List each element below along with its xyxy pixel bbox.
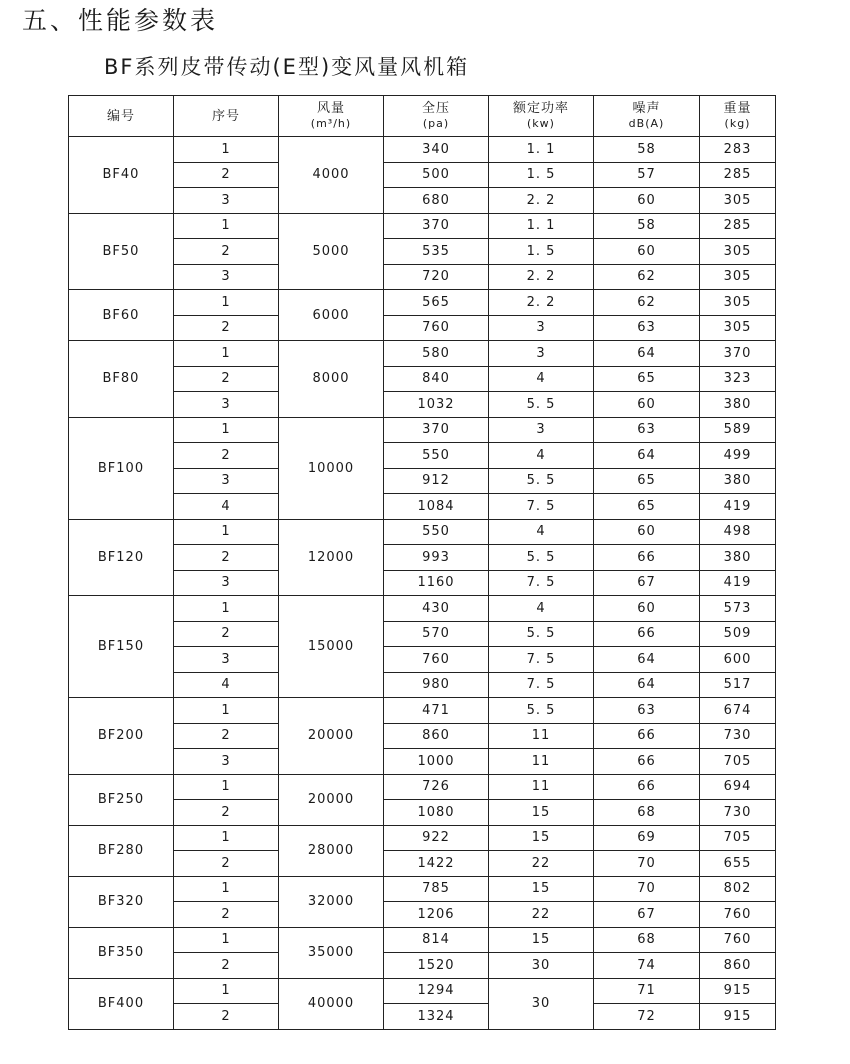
table-row xyxy=(69,264,776,290)
table-row xyxy=(69,749,776,775)
pressure-cell: 1032 xyxy=(384,392,489,418)
noise-cell: 60 xyxy=(594,239,700,265)
noise-cell: 67 xyxy=(594,902,700,928)
model-cell: BF350 xyxy=(69,927,174,978)
weight-cell: 674 xyxy=(700,698,776,724)
weight-cell: 323 xyxy=(700,366,776,392)
noise-cell: 60 xyxy=(594,519,700,545)
table-row xyxy=(69,1004,776,1030)
seq-cell: 3 xyxy=(174,188,279,214)
power-cell: 5. 5 xyxy=(489,698,594,724)
header-weight: 重量 (kg) xyxy=(700,96,776,137)
seq-cell: 1 xyxy=(174,876,279,902)
power-cell: 4 xyxy=(489,443,594,469)
noise-cell: 71 xyxy=(594,978,700,1004)
header-row xyxy=(69,96,776,137)
noise-cell: 74 xyxy=(594,953,700,979)
pressure-cell: 760 xyxy=(384,647,489,673)
header-airflow: 风量 (m³/h) xyxy=(279,96,384,137)
seq-cell: 1 xyxy=(174,417,279,443)
power-cell: 22 xyxy=(489,902,594,928)
seq-cell: 2 xyxy=(174,723,279,749)
noise-cell: 66 xyxy=(594,723,700,749)
table-row xyxy=(69,468,776,494)
weight-cell: 509 xyxy=(700,621,776,647)
power-cell: 11 xyxy=(489,749,594,775)
weight-cell: 380 xyxy=(700,468,776,494)
noise-cell: 65 xyxy=(594,468,700,494)
noise-cell: 66 xyxy=(594,749,700,775)
weight-cell: 285 xyxy=(700,162,776,188)
weight-cell: 802 xyxy=(700,876,776,902)
noise-cell: 65 xyxy=(594,366,700,392)
pressure-cell: 500 xyxy=(384,162,489,188)
table-row xyxy=(69,341,776,367)
seq-cell: 2 xyxy=(174,1004,279,1030)
power-cell: 3 xyxy=(489,315,594,341)
airflow-cell: 32000 xyxy=(279,876,384,927)
weight-cell: 305 xyxy=(700,290,776,316)
weight-cell: 600 xyxy=(700,647,776,673)
airflow-cell: 20000 xyxy=(279,698,384,775)
noise-cell: 64 xyxy=(594,443,700,469)
power-cell: 15 xyxy=(489,876,594,902)
power-cell: 3 xyxy=(489,341,594,367)
power-cell: 11 xyxy=(489,723,594,749)
seq-cell: 3 xyxy=(174,749,279,775)
model-cell: BF50 xyxy=(69,213,174,290)
airflow-cell: 4000 xyxy=(279,137,384,214)
seq-cell: 1 xyxy=(174,213,279,239)
seq-cell: 1 xyxy=(174,519,279,545)
power-cell: 3 xyxy=(489,417,594,443)
header-seq: 序号 xyxy=(174,96,279,137)
table-row xyxy=(69,392,776,418)
weight-cell: 499 xyxy=(700,443,776,469)
table-row xyxy=(69,774,776,800)
pressure-cell: 370 xyxy=(384,417,489,443)
table-row xyxy=(69,902,776,928)
seq-cell: 3 xyxy=(174,392,279,418)
section-title: 五、性能参数表 xyxy=(22,6,219,35)
weight-cell: 589 xyxy=(700,417,776,443)
pressure-cell: 1422 xyxy=(384,851,489,877)
noise-cell: 60 xyxy=(594,596,700,622)
power-cell: 2. 2 xyxy=(489,264,594,290)
table-row xyxy=(69,162,776,188)
table-row xyxy=(69,596,776,622)
pressure-cell: 1294 xyxy=(384,978,489,1004)
model-cell: BF400 xyxy=(69,978,174,1029)
table-row xyxy=(69,723,776,749)
pressure-cell: 726 xyxy=(384,774,489,800)
model-cell: BF320 xyxy=(69,876,174,927)
airflow-cell: 35000 xyxy=(279,927,384,978)
weight-cell: 380 xyxy=(700,392,776,418)
pressure-cell: 1000 xyxy=(384,749,489,775)
noise-cell: 65 xyxy=(594,494,700,520)
noise-cell: 62 xyxy=(594,290,700,316)
seq-cell: 1 xyxy=(174,137,279,163)
seq-cell: 2 xyxy=(174,366,279,392)
power-cell: 4 xyxy=(489,366,594,392)
noise-cell: 64 xyxy=(594,647,700,673)
weight-cell: 573 xyxy=(700,596,776,622)
model-cell: BF280 xyxy=(69,825,174,876)
model-cell: BF150 xyxy=(69,596,174,698)
power-cell: 30 xyxy=(489,978,594,1029)
table-row xyxy=(69,290,776,316)
power-cell: 11 xyxy=(489,774,594,800)
weight-cell: 915 xyxy=(700,1004,776,1030)
noise-cell: 58 xyxy=(594,213,700,239)
power-cell: 4 xyxy=(489,596,594,622)
weight-cell: 498 xyxy=(700,519,776,545)
noise-cell: 57 xyxy=(594,162,700,188)
table-row xyxy=(69,137,776,163)
weight-cell: 419 xyxy=(700,494,776,520)
table-row xyxy=(69,876,776,902)
pressure-cell: 565 xyxy=(384,290,489,316)
pressure-cell: 1520 xyxy=(384,953,489,979)
airflow-cell: 12000 xyxy=(279,519,384,596)
power-cell: 15 xyxy=(489,825,594,851)
noise-cell: 63 xyxy=(594,315,700,341)
seq-cell: 1 xyxy=(174,774,279,800)
airflow-cell: 8000 xyxy=(279,341,384,418)
noise-cell: 63 xyxy=(594,698,700,724)
noise-cell: 70 xyxy=(594,876,700,902)
seq-cell: 1 xyxy=(174,290,279,316)
pressure-cell: 550 xyxy=(384,519,489,545)
table-row xyxy=(69,213,776,239)
seq-cell: 2 xyxy=(174,239,279,265)
table-row xyxy=(69,978,776,1004)
pressure-cell: 471 xyxy=(384,698,489,724)
weight-cell: 705 xyxy=(700,749,776,775)
noise-cell: 66 xyxy=(594,774,700,800)
noise-cell: 64 xyxy=(594,672,700,698)
performance-table xyxy=(68,95,776,1030)
weight-cell: 419 xyxy=(700,570,776,596)
weight-cell: 285 xyxy=(700,213,776,239)
pressure-cell: 580 xyxy=(384,341,489,367)
table-row xyxy=(69,443,776,469)
pressure-cell: 340 xyxy=(384,137,489,163)
pressure-cell: 430 xyxy=(384,596,489,622)
seq-cell: 1 xyxy=(174,341,279,367)
power-cell: 22 xyxy=(489,851,594,877)
seq-cell: 2 xyxy=(174,443,279,469)
pressure-cell: 370 xyxy=(384,213,489,239)
airflow-cell: 28000 xyxy=(279,825,384,876)
seq-cell: 3 xyxy=(174,647,279,673)
pressure-cell: 993 xyxy=(384,545,489,571)
noise-cell: 58 xyxy=(594,137,700,163)
header-model: 编号 xyxy=(69,96,174,137)
weight-cell: 283 xyxy=(700,137,776,163)
power-cell: 2. 2 xyxy=(489,188,594,214)
weight-cell: 380 xyxy=(700,545,776,571)
power-cell: 5. 5 xyxy=(489,545,594,571)
power-cell: 1. 1 xyxy=(489,137,594,163)
model-cell: BF200 xyxy=(69,698,174,775)
seq-cell: 1 xyxy=(174,596,279,622)
power-cell: 5. 5 xyxy=(489,392,594,418)
power-cell: 5. 5 xyxy=(489,621,594,647)
table-row xyxy=(69,545,776,571)
power-cell: 15 xyxy=(489,927,594,953)
power-cell: 2. 2 xyxy=(489,290,594,316)
pressure-cell: 1160 xyxy=(384,570,489,596)
seq-cell: 2 xyxy=(174,800,279,826)
airflow-cell: 10000 xyxy=(279,417,384,519)
seq-cell: 4 xyxy=(174,494,279,520)
noise-cell: 72 xyxy=(594,1004,700,1030)
header-noise: 噪声 dB(A) xyxy=(594,96,700,137)
pressure-cell: 785 xyxy=(384,876,489,902)
power-cell: 5. 5 xyxy=(489,468,594,494)
noise-cell: 60 xyxy=(594,188,700,214)
table-subtitle: BF系列皮带传动(E型)变风量风机箱 xyxy=(104,55,470,79)
power-cell: 7. 5 xyxy=(489,647,594,673)
seq-cell: 1 xyxy=(174,978,279,1004)
pressure-cell: 760 xyxy=(384,315,489,341)
airflow-cell: 5000 xyxy=(279,213,384,290)
seq-cell: 3 xyxy=(174,468,279,494)
model-cell: BF80 xyxy=(69,341,174,418)
pressure-cell: 980 xyxy=(384,672,489,698)
seq-cell: 2 xyxy=(174,315,279,341)
table-row xyxy=(69,494,776,520)
table-row xyxy=(69,570,776,596)
table-row xyxy=(69,927,776,953)
weight-cell: 705 xyxy=(700,825,776,851)
table-row xyxy=(69,417,776,443)
seq-cell: 3 xyxy=(174,570,279,596)
weight-cell: 305 xyxy=(700,315,776,341)
noise-cell: 66 xyxy=(594,545,700,571)
table-row xyxy=(69,647,776,673)
weight-cell: 730 xyxy=(700,723,776,749)
weight-cell: 860 xyxy=(700,953,776,979)
power-cell: 1. 5 xyxy=(489,239,594,265)
model-cell: BF60 xyxy=(69,290,174,341)
airflow-cell: 15000 xyxy=(279,596,384,698)
weight-cell: 730 xyxy=(700,800,776,826)
power-cell: 7. 5 xyxy=(489,494,594,520)
table-row xyxy=(69,851,776,877)
power-cell: 7. 5 xyxy=(489,672,594,698)
weight-cell: 517 xyxy=(700,672,776,698)
header-power: 额定功率 (kw) xyxy=(489,96,594,137)
model-cell: BF100 xyxy=(69,417,174,519)
pressure-cell: 922 xyxy=(384,825,489,851)
weight-cell: 305 xyxy=(700,264,776,290)
weight-cell: 305 xyxy=(700,239,776,265)
noise-cell: 64 xyxy=(594,341,700,367)
weight-cell: 370 xyxy=(700,341,776,367)
noise-cell: 68 xyxy=(594,800,700,826)
pressure-cell: 1324 xyxy=(384,1004,489,1030)
table-row xyxy=(69,315,776,341)
pressure-cell: 840 xyxy=(384,366,489,392)
model-cell: BF250 xyxy=(69,774,174,825)
pressure-cell: 720 xyxy=(384,264,489,290)
power-cell: 4 xyxy=(489,519,594,545)
pressure-cell: 1206 xyxy=(384,902,489,928)
seq-cell: 1 xyxy=(174,825,279,851)
power-cell: 15 xyxy=(489,800,594,826)
table-row xyxy=(69,621,776,647)
airflow-cell: 6000 xyxy=(279,290,384,341)
power-cell: 30 xyxy=(489,953,594,979)
table-row xyxy=(69,953,776,979)
pressure-cell: 570 xyxy=(384,621,489,647)
airflow-cell: 40000 xyxy=(279,978,384,1029)
pressure-cell: 550 xyxy=(384,443,489,469)
noise-cell: 68 xyxy=(594,927,700,953)
table-row xyxy=(69,800,776,826)
pressure-cell: 1084 xyxy=(384,494,489,520)
header-pressure: 全压 (pa) xyxy=(384,96,489,137)
seq-cell: 3 xyxy=(174,264,279,290)
noise-cell: 60 xyxy=(594,392,700,418)
weight-cell: 760 xyxy=(700,902,776,928)
power-cell: 1. 1 xyxy=(489,213,594,239)
pressure-cell: 912 xyxy=(384,468,489,494)
power-cell: 7. 5 xyxy=(489,570,594,596)
pressure-cell: 680 xyxy=(384,188,489,214)
seq-cell: 4 xyxy=(174,672,279,698)
pressure-cell: 814 xyxy=(384,927,489,953)
noise-cell: 70 xyxy=(594,851,700,877)
weight-cell: 760 xyxy=(700,927,776,953)
weight-cell: 915 xyxy=(700,978,776,1004)
model-cell: BF40 xyxy=(69,137,174,214)
table-row xyxy=(69,825,776,851)
seq-cell: 2 xyxy=(174,902,279,928)
table-row xyxy=(69,188,776,214)
noise-cell: 66 xyxy=(594,621,700,647)
table-row xyxy=(69,698,776,724)
seq-cell: 2 xyxy=(174,851,279,877)
noise-cell: 62 xyxy=(594,264,700,290)
pressure-cell: 1080 xyxy=(384,800,489,826)
table-row xyxy=(69,672,776,698)
weight-cell: 655 xyxy=(700,851,776,877)
airflow-cell: 20000 xyxy=(279,774,384,825)
power-cell: 1. 5 xyxy=(489,162,594,188)
seq-cell: 2 xyxy=(174,953,279,979)
noise-cell: 69 xyxy=(594,825,700,851)
seq-cell: 2 xyxy=(174,621,279,647)
pressure-cell: 535 xyxy=(384,239,489,265)
seq-cell: 1 xyxy=(174,698,279,724)
pressure-cell: 860 xyxy=(384,723,489,749)
weight-cell: 305 xyxy=(700,188,776,214)
noise-cell: 63 xyxy=(594,417,700,443)
noise-cell: 67 xyxy=(594,570,700,596)
seq-cell: 2 xyxy=(174,545,279,571)
seq-cell: 2 xyxy=(174,162,279,188)
model-cell: BF120 xyxy=(69,519,174,596)
table-row xyxy=(69,366,776,392)
weight-cell: 694 xyxy=(700,774,776,800)
table-row xyxy=(69,519,776,545)
seq-cell: 1 xyxy=(174,927,279,953)
table-row xyxy=(69,239,776,265)
